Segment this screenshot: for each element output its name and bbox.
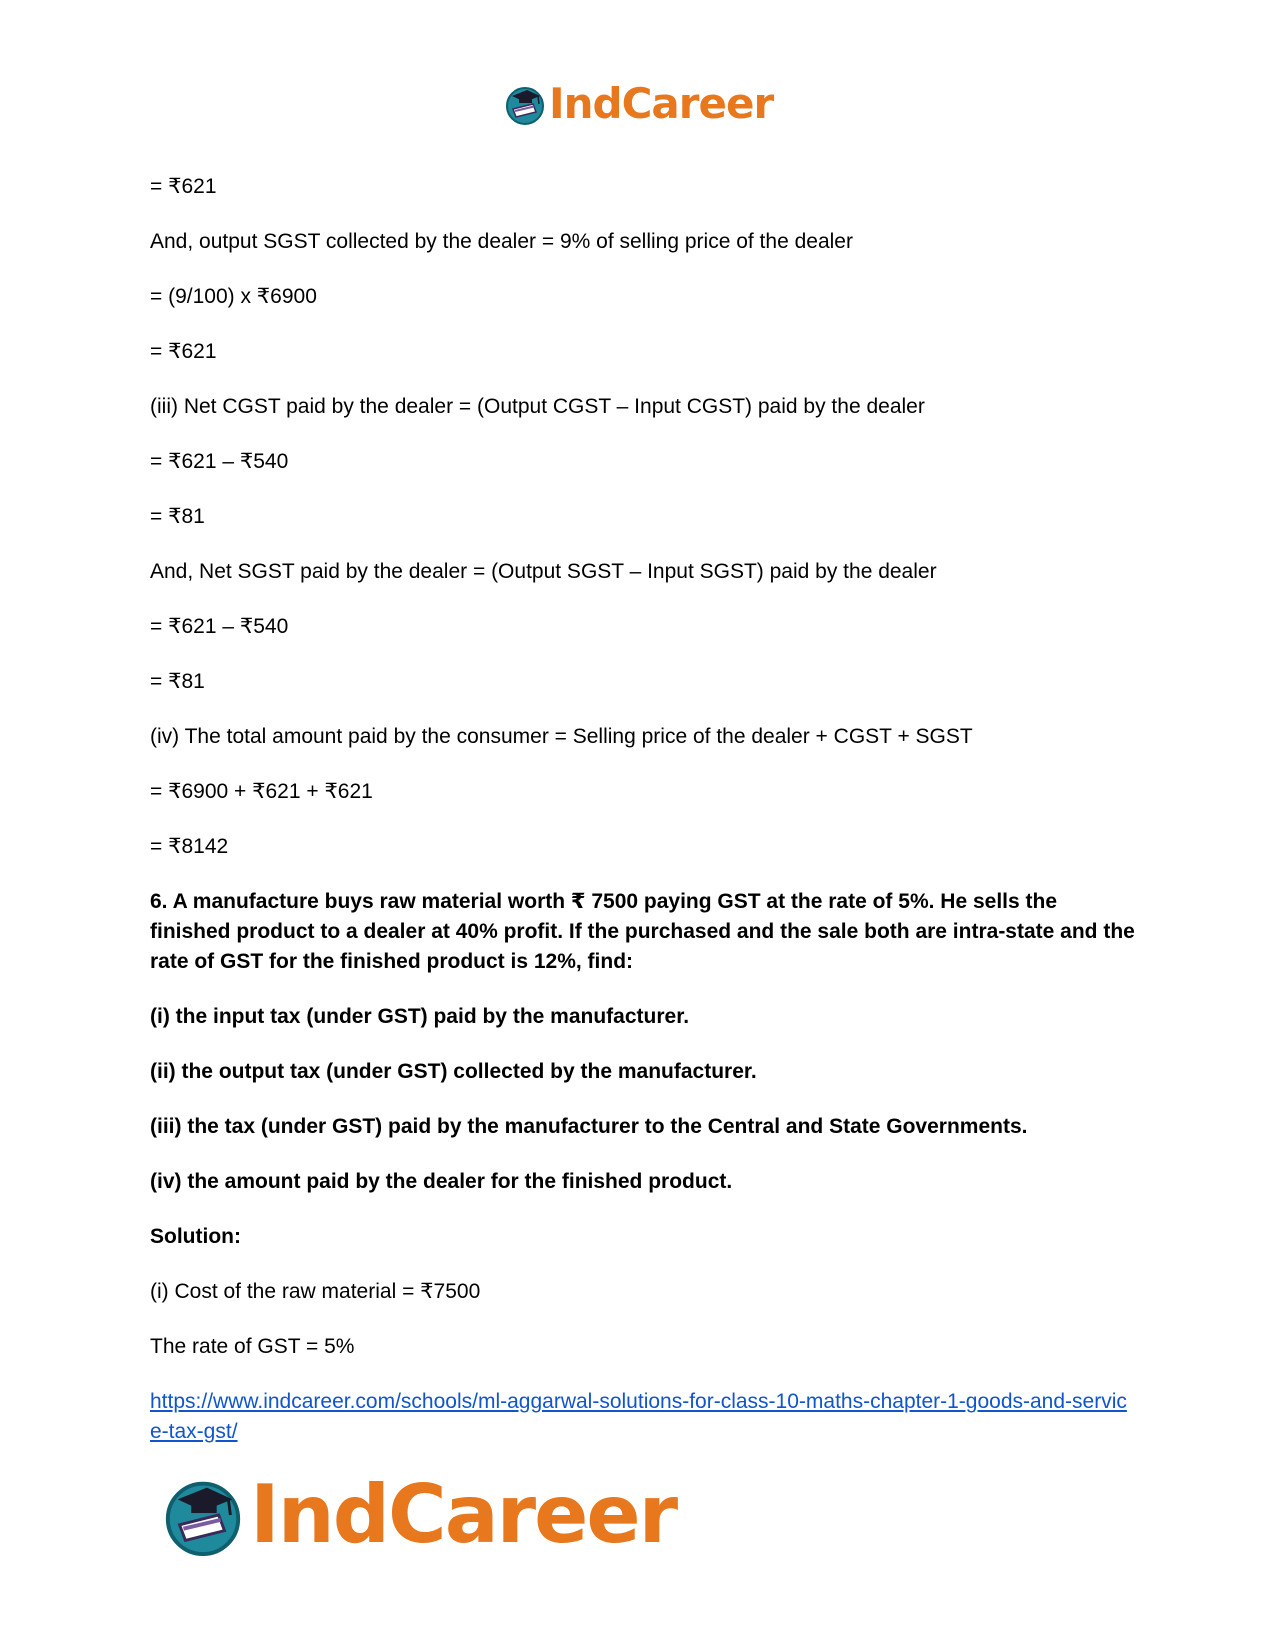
- solution-line: (i) Cost of the raw material = ₹7500: [150, 1280, 481, 1303]
- solution-heading: Solution:: [150, 1225, 241, 1248]
- question-text: 6. A manufacture buys raw material worth ₹ 7500 paying GST at the rate of 5%. He sells the finished product to a dealer at 40% profit. If the purchased and the sale both are intra-state and the rate of GST for the finished product is 12%, find:: [150, 890, 1135, 973]
- brand-wordmark: IndCareer: [250, 1468, 677, 1561]
- text-line: And, output SGST collected by the dealer = 9% of selling price of the dealer: [150, 230, 853, 253]
- question-part: (ii) the output tax (under GST) collected by the manufacturer.: [150, 1060, 757, 1083]
- text-line: (iii) Net CGST paid by the dealer = (Output CGST – Input CGST) paid by the dealer: [150, 395, 925, 418]
- text-line: = ₹621: [150, 175, 217, 198]
- text-line: = ₹81: [150, 670, 205, 693]
- source-link[interactable]: https://www.indcareer.com/schools/ml-aggarwal-solutions-for-class-10-maths-chapter-1-goods-and-service-tax-gst/: [150, 1390, 1127, 1443]
- graduation-cap-globe-icon: [160, 1472, 246, 1558]
- text-line: = ₹81: [150, 505, 205, 528]
- text-line: = ₹8142: [150, 835, 229, 858]
- graduation-cap-globe-icon: [503, 82, 547, 126]
- header-logo: [503, 80, 773, 128]
- question-part: (iv) the amount paid by the dealer for the finished product.: [150, 1170, 733, 1193]
- text-line: = ₹621 – ₹540: [150, 450, 289, 473]
- question-part: (iii) the tax (under GST) paid by the manufacturer to the Central and State Governments.: [150, 1115, 1028, 1138]
- question-part: (i) the input tax (under GST) paid by the manufacturer.: [150, 1005, 690, 1028]
- text-line: (iv) The total amount paid by the consumer = Selling price of the dealer + CGST + SGST: [150, 725, 973, 748]
- solution-line: The rate of GST = 5%: [150, 1335, 355, 1358]
- text-line: = (9/100) x ₹6900: [150, 285, 317, 308]
- text-line: = ₹621: [150, 340, 217, 363]
- text-line: = ₹6900 + ₹621 + ₹621: [150, 780, 373, 803]
- text-line: = ₹621 – ₹540: [150, 615, 289, 638]
- brand-wordmark: IndCareer: [549, 79, 774, 128]
- document-body: [150, 172, 1135, 1447]
- footer-logo: [160, 1470, 676, 1560]
- text-line: And, Net SGST paid by the dealer = (Output SGST – Input SGST) paid by the dealer: [150, 560, 937, 583]
